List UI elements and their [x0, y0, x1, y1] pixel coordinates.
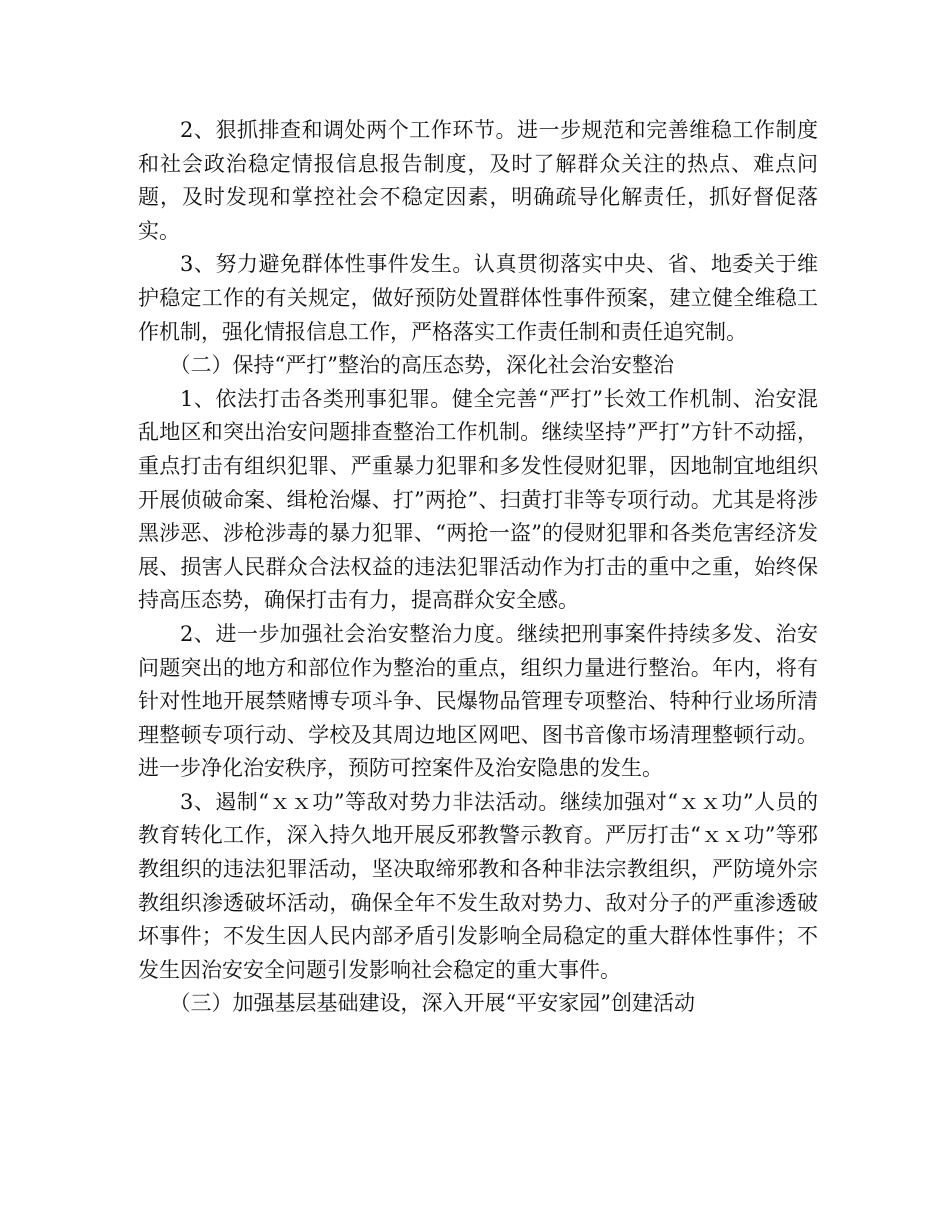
paragraph-avoid-mass-incidents: 3、努力避免群体性事件发生。认真贯彻落实中央、省、地委关于维护稳定工作的有关规定，做好预防处置群体性事件预案，建立健全维稳工作机制，强化情报信息工作，严格落实工作责任制和责任追究制。: [138, 252, 818, 344]
paragraph-crack-down-crime: 1、依法打击各类刑事犯罪。健全完善“严打”长效工作机制、治安混乱地区和突出治安问题排查整治工作机制。继续坚持”严打”方针不动摇，重点打击有组织犯罪、严重暴力犯罪和多发性侵财犯罪，因地制宜地组织开展侦破命案、缉枪治爆、打”两抢”、扫黄打非等专项行动。尤其是将涉黑涉恶、涉枪涉毒的暴力犯罪、“两抢一盗”的侵财犯罪和各类危害经济发展、损害人民群众合法权益的违法犯罪活动作为打击的重中之重，始终保持高压态势，确保打击有力，提高群众安全感。: [138, 386, 818, 613]
section-heading-strike-hard: （二）保持“严打”整治的高压态势，深化社会治安整治: [169, 353, 674, 378]
section-heading-grassroots-construction: （三）加强基层基础建设，深入开展“平安家园”创建活动: [169, 991, 695, 1016]
document-body: [138, 114, 818, 1021]
paragraph-curb-hostile-forces: 3、遏制“ｘｘ功”等敌对势力非法活动。继续加强对“ｘｘ功”人员的教育转化工作，深入持久地开展反邪教警示教育。严厉打击“ｘｘ功”等邪教组织的违法犯罪活动，坚决取缔邪教和各种非法宗教组织，严防境外宗教组织渗透破坏活动，确保全年不发生敌对势力、敌对分子的严重渗透破坏事件；不发生因人民内部矛盾引发影响全局稳定的重大群体性事件；不发生因治安安全问题引发影响社会稳定的重大事件。: [138, 789, 818, 982]
paragraph-investigation-mediation: 2、狠抓排查和调处两个工作环节。进一步规范和完善维稳工作制度和社会政治稳定情报信息报告制度，及时了解群众关注的热点、难点问题，及时发现和掌控社会不稳定因素，明确疏导化解责任，抓好督促落实。: [138, 118, 818, 243]
paragraph-public-security-rectification: 2、进一步加强社会治安整治力度。继续把刑事案件持续多发、治安问题突出的地方和部位作为整治的重点，组织力量进行整治。年内，将有针对性地开展禁赌博专项斗争、民爆物品管理专项整治、特种行业场所清理整顿专项行动、学校及其周边地区网吧、图书音像市场清理整顿行动。进一步净化治安秩序，预防可控案件及治安隐患的发生。: [138, 621, 818, 781]
